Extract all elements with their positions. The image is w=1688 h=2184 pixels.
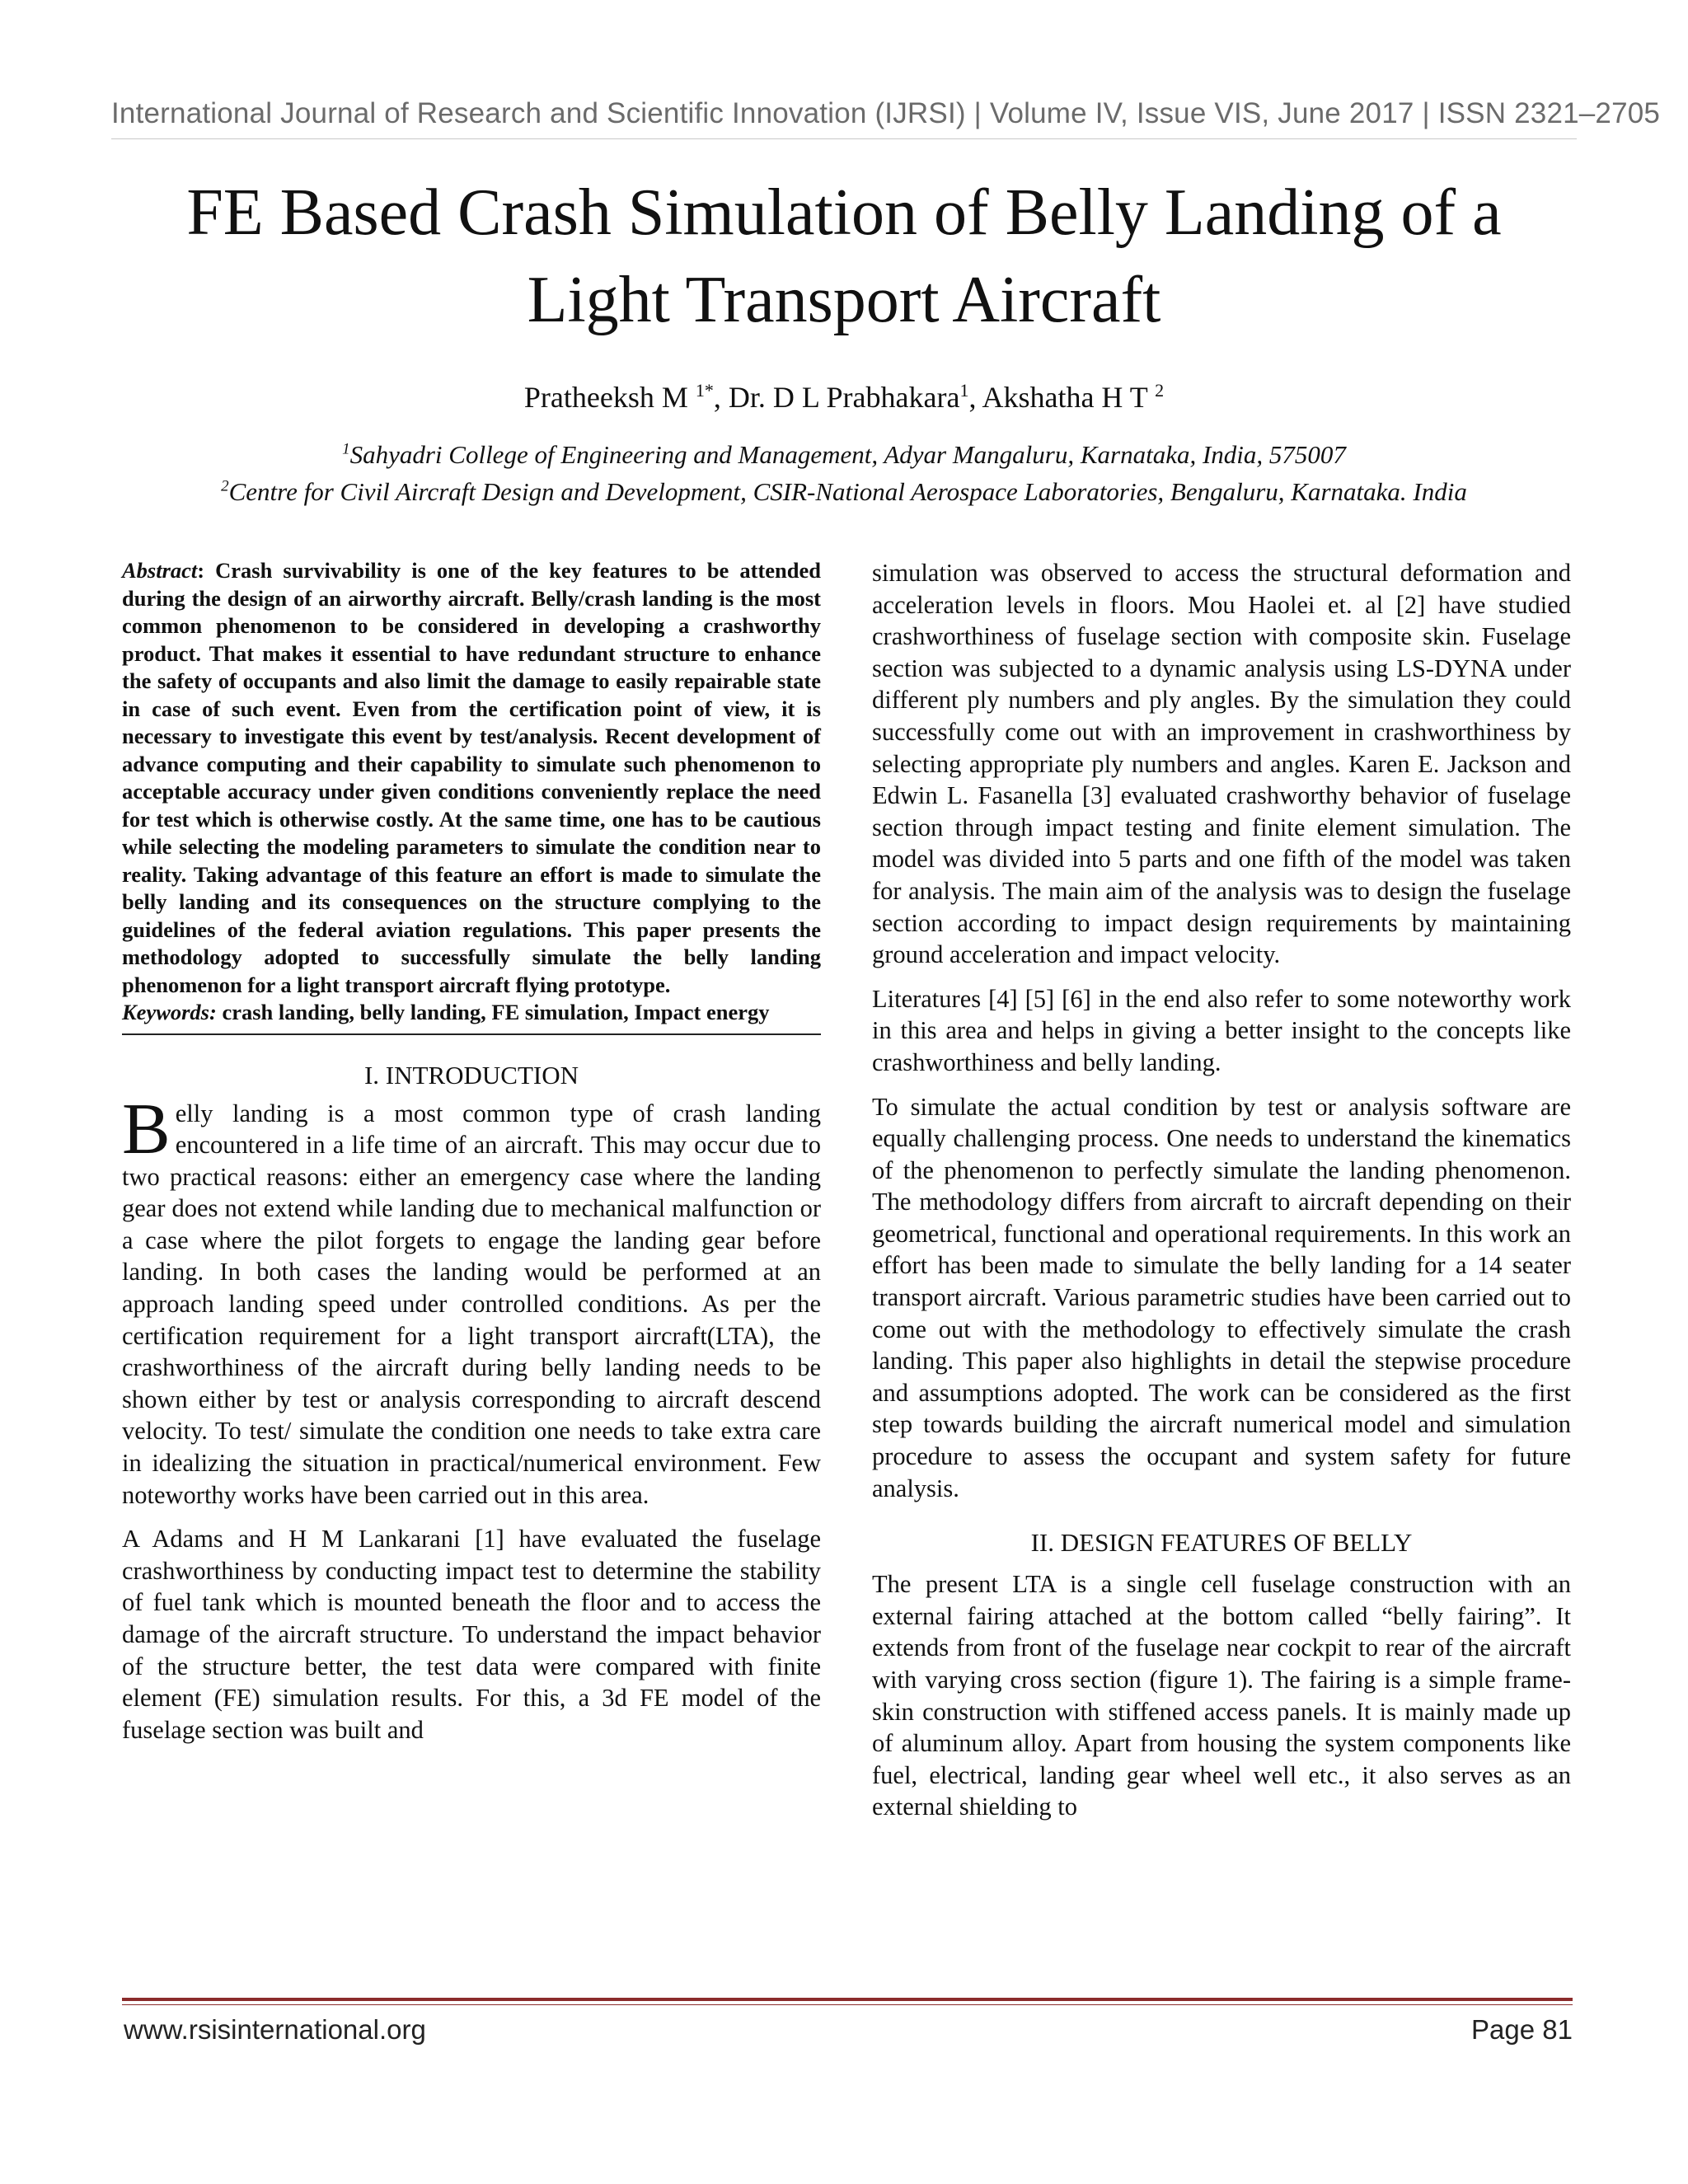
abstract-text: : Crash survivability is one of the key features to be attended during the design of an airworthy aircraft. Belly/crash landing is the most common phenomenon to be considered in developing a crashworthy product. That makes it essential to have redundant structure to enhance the safety of occupants and also limit the damage to easily repairable state in case of such event. Even from the certification point of view, it is necessary to investigate this event by test/analysis. Recent development of advance computing and their capability to simulate such phenomenon to acceptable accuracy under given conditions conveniently replace the need for test which is otherwise costly. At the same time, one has to be cautious while selecting the modeling parameters to simulate the condition near to reality. Taking advantage of this feature an effort is made to simulate the belly landing and its consequences on the structure complying to the guidelines of the federal aviation regulations. This paper presents the methodology adopted to successfully simulate the belly landing phenomenon for a light transport aircraft flying prototype.: [122, 558, 821, 997]
running-header: International Journal of Research and Scientific Innovation (IJRSI) | Volume IV, Issue VIS, June 2017 | ISSN 2321–2705: [111, 97, 1661, 129]
left-column: [122, 557, 821, 1746]
right-paragraph-3: To simulate the actual condition by test or analysis software are equally challenging process. One needs to understand the kinematics of the phenomenon to perfectly simulate the landing phenomenon. The methodology differs from aircraft to aircraft depending on their geometrical, functional and operational requirements. In this work an effort has been made to simulate the belly landing for a 14 seater transport aircraft. Various parametric studies have been carried out to come out with the methodology to effectively simulate the crash landing. This paper also highlights in detail the stepwise procedure and assumptions adopted. The work can be considered as the first step towards building the aircraft numerical model and simulation procedure to assess the occupant and system safety for future analysis.: [872, 1092, 1571, 1502]
section-heading-introduction: I. INTRODUCTION: [363, 1060, 579, 1090]
section-heading-design-features: II. DESIGN FEATURES OF BELLY: [1030, 1528, 1413, 1558]
header-divider: [111, 138, 1577, 139]
abstract-label: Abstract: [122, 558, 198, 583]
author-2-sup: 1: [959, 380, 969, 401]
page-number: Page 81: [1471, 2014, 1573, 2045]
footer-website-link[interactable]: www.rsisinternational.org: [124, 2014, 426, 2045]
footer-rule-thick: [122, 1998, 1573, 2001]
affiliation-2: [124, 476, 1564, 509]
author-1-name: Pratheeksh M: [523, 381, 688, 414]
intro-paragraph-1: [122, 1089, 821, 1511]
author-2-name: , Dr. D L Prabhakara: [713, 381, 960, 414]
keywords-label: Keywords:: [122, 1000, 217, 1024]
title-line-1: FE Based Crash Simulation of Belly Landing of a: [186, 176, 1502, 249]
affiliation-1: [124, 438, 1564, 471]
right-paragraph-4: The present LTA is a single cell fuselage construction with an external fairing attached at the bottom called “belly fairing”. It extends from front of the fuselage near cockpit to rear of the aircraft with varying cross section (figure 1). The fairing is a simple frame- skin construction with stiffened access panels. It is mainly made up of aluminum alloy. Apart from housing the system components like fuel, electrical, landing gear wheel well etc., it also serves as an external shielding to: [872, 1570, 1571, 1821]
right-paragraph-1: simulation was observed to access the structural deformation and acceleration levels in floors. Mou Haolei et. al [2] have studied crashworthiness of fuselage section with composite skin. Fuselage section was subjected to a dynamic analysis using LS-DYNA under different ply numbers and ply angles. By the simulation they could successfully come out with an improvement in crashworthiness by selecting appropriate ply numbers and angles. Karen E. Jackson and Edwin L. Fasanella [3] evaluated crashworthy behavior of fuselage section through impact testing and finite element simulation. The model was divided into 5 parts and one fifth of the model was taken for analysis. The main aim of the analysis was to design the fuselage section according to impact design requirements by maintaining ground acceleration and impact velocity.: [872, 559, 1571, 969]
intro-paragraph-1-text: elly landing is a most common type of crash landing encountered in a life time of an aircraft. This may occur due to two practical reasons: either an emergency case where the landing gear does not extend while landing due to mechanical malfunction or a case where the pilot forgets to engage the landing gear before landing. In both cases the landing would be performed at an approach landing speed under controlled conditions. As per the certification requirement for a light transport aircraft(LTA), the crashworthiness of the aircraft during belly landing needs to be shown either by test or analysis corresponding to aircraft descend velocity. To test/ simulate the condition one needs to take extra care in idealizing the situation in practical/numerical environment. Few noteworthy works have been carried out in this area.: [122, 1099, 821, 1509]
affiliation-2-text: Centre for Civil Aircraft Design and Development, CSIR-National Aerospace Laboratories, Bengaluru, Karnataka. India: [228, 477, 1467, 506]
author-1-sup: 1*: [695, 380, 714, 401]
footer-rule-thin: [122, 2004, 1573, 2005]
author-list: [124, 379, 1564, 415]
right-paragraph-2: Literatures [4] [5] [6] in the end also refer to some noteworthy work in this area and helps in giving a better insight to the concepts like crashworthiness and belly landing.: [872, 984, 1571, 1076]
paper-title: [124, 169, 1564, 344]
author-3-sup: 2: [1155, 380, 1165, 401]
drop-cap: B: [122, 1089, 171, 1169]
intro-paragraph-2: A Adams and H M Lankarani [1] have evaluated the fuselage crashworthiness by conducting impact test to determine the stability of fuel tank which is mounted beneath the floor and to access the damage of the aircraft structure. To understand the impact behavior of the structure better, the test data were compared with finite element (FE) simulation results. For this, a 3d FE model of the fuselage section was built and: [122, 1525, 821, 1744]
affiliation-1-sup: 1: [342, 440, 350, 458]
author-3-name: , Akshatha H T: [968, 381, 1148, 414]
keywords: [122, 999, 821, 1027]
right-column: [872, 557, 1571, 1823]
abstract-divider: [122, 1033, 821, 1035]
affiliation-2-sup: 2: [221, 477, 229, 495]
abstract: [122, 557, 821, 999]
keywords-text: crash landing, belly landing, FE simulation, Impact energy: [216, 1000, 770, 1024]
title-line-2: Light Transport Aircraft: [527, 264, 1161, 336]
affiliation-1-text: Sahyadri College of Engineering and Management, Adyar Mangaluru, Karnataka, India, 575007: [349, 440, 1346, 469]
